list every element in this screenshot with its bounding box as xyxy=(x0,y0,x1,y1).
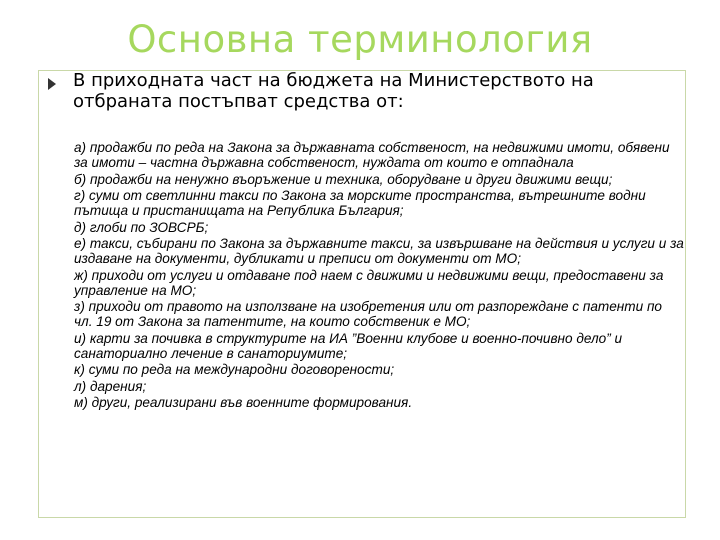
list-item: ж) приходи от услуги и отдаване под наем с движими и недвижими вещи, предоставени за управление на МО; xyxy=(74,267,664,298)
slide-title: Основна терминология xyxy=(127,18,593,61)
list-item: и) карти за почивка в структурите на ИА ”Военни клубове и военно-почивно дело” и санаториално лечение в санаториумите; xyxy=(74,330,623,361)
list-item: л) дарения; xyxy=(74,378,147,394)
bullet-arrow-icon xyxy=(48,78,56,90)
list-item: е) такси, събирани по Закона за държавните такси, за извършване на действия и услуги и за издаване на документи, дубликати и преписи от документи от МО; xyxy=(74,235,684,267)
list-item: а) продажби по реда на Закона за държавната собственост, на недвижими имоти, обявени за имоти – частна държавна собственост, нуждата от които е отпаднала xyxy=(74,140,670,171)
revenue-sources-list xyxy=(74,140,684,412)
list-item: з) приходи от правото на използване на изобретения или от разпореждане с патенти по чл. 19 от Закона за патентите, на които собственик е МО; xyxy=(74,299,662,330)
list-item: г) суми от светлинни такси по Закона за морските пространства, вътрешните водни пътища и пристанищата на Република България; xyxy=(74,187,646,219)
list-item: д) глоби по ЗОВСРБ; xyxy=(74,219,209,235)
list-item: м) други, реализирани във военните формирования. xyxy=(74,395,413,411)
list-item: б) продажби на ненужно въоръжение и техника, оборудване и други движими вещи; xyxy=(74,171,613,187)
lead-paragraph: В приходната част на бюджета на Министерството на отбраната постъпват средства от: xyxy=(73,70,594,112)
list-item: к) суми по реда на международни договорености; xyxy=(74,362,395,378)
